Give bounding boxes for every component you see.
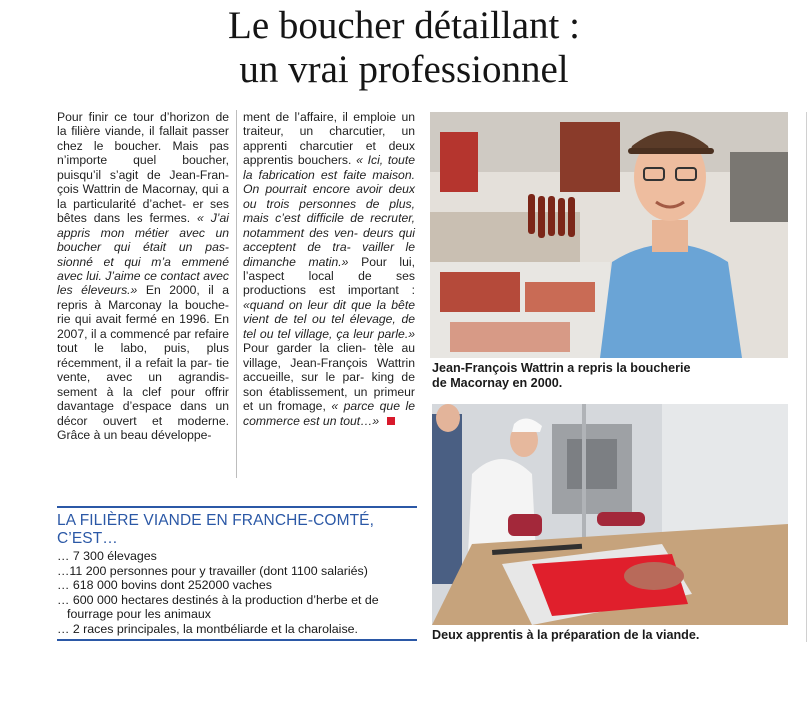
col1-line: pas n’importe quel boucher, [57, 138, 229, 168]
fact-item: …11 200 personnes pour y travailler (dont 1100 salariés) [57, 563, 368, 578]
headline-line-2: un vrai professionnel [239, 48, 569, 91]
col2-line: Wattrin accueille, sur le par- [243, 355, 415, 385]
col2-quote-line: «quand on leur dit que la bête [243, 297, 415, 312]
fact-item-continued [57, 607, 379, 622]
col2-line: Pour lui, l’aspect local de ses [243, 254, 416, 283]
fact-item: … 600 000 hectares destinés à la production d’herbe et de [57, 592, 379, 607]
col1-line: er ses bêtes dans les fermes. [57, 196, 229, 226]
col2-quote-line: parle.» [377, 326, 415, 341]
col1-quote-line: sionné et qui m’a emmené [57, 254, 229, 269]
caption1-line-2: de Macornay en 2000. [432, 376, 563, 390]
col1-line: sement à la clef pour offrir [57, 384, 229, 399]
photo-caption-2: Deux apprentis à la préparation de la viande. [432, 628, 700, 642]
col1-line: çois Wattrin de Macornay, [57, 182, 199, 197]
fact-item: … 2 races principales, la montbéliarde et la charolaise. [57, 621, 358, 636]
column-divider [236, 110, 237, 478]
col1-line: récemment, il a refait la par- [57, 355, 213, 370]
col2-line: apprentis bouchers. [243, 153, 357, 168]
fact-box-title [57, 512, 374, 548]
col2-quote-line: maison. On pourrait encore [243, 167, 415, 197]
col2-line: productions est important : [243, 283, 415, 298]
col2-quote-line: vailler le dimanche matin.» [243, 240, 415, 269]
apprentices-photo [432, 404, 788, 625]
col2-line: Pour garder la clien- [243, 341, 367, 356]
col2-quote-line: avoir deux ou trois personnes [243, 182, 415, 211]
col1-line: de la filière viande, il fallait [57, 110, 229, 139]
col1-quote-line: les éleveurs.» [57, 283, 138, 298]
col2-quote-line: de plus, mais c’est difficile de [243, 196, 415, 226]
headline-line-1: Le boucher détaillant : [228, 4, 580, 47]
fact-box-title-line-2: C’EST… [57, 530, 118, 547]
col2-quote-line: deurs qui acceptent de tra- [243, 225, 415, 255]
butcher-portrait-photo [430, 112, 788, 358]
col2-quote-open: « Ici, [356, 153, 384, 168]
col2-line: un traiteur, un charcutier, un [243, 110, 415, 139]
col2-line: apprenti charcutier et deux [243, 138, 415, 153]
fact-item-indent: fourrage pour les animaux [67, 607, 211, 622]
fact-item: … 618 000 bovins dont 252000 vaches [57, 578, 272, 593]
fact-box-top-rule [57, 506, 417, 508]
col1-line: tie vente, avec un agrandis- [57, 355, 229, 385]
col2-line: un primeur et un fromage, [243, 384, 415, 414]
apprentices-illustration [432, 404, 788, 625]
fact-item: … 7 300 élevages [57, 549, 157, 563]
col1-line: En 2007, il a commencé par [57, 312, 229, 341]
col1-line: davantage d’espace dans un [57, 399, 229, 414]
col2-line: tèle au village, Jean-François [243, 341, 415, 370]
article-column-2 [243, 110, 415, 428]
col1-line: qui a la particularité d’achet- [57, 182, 229, 211]
article-end-mark [387, 417, 395, 425]
col1-line: rie qui avait fermé en 1996. [57, 312, 210, 327]
col1-line: refaire tout le labo, puis, plus [57, 326, 229, 356]
col2-quote [243, 153, 415, 268]
col1-line: Pour finir ce tour d’horizon [57, 110, 210, 124]
fact-box-bottom-rule [57, 639, 417, 641]
col1-line: repris à Marconay la bouche- [57, 297, 229, 312]
col2-quote-line: un tout…» [322, 413, 380, 428]
col2-paragraph [243, 110, 415, 428]
col2-quote [243, 298, 415, 341]
col1-line: décor ouvert et moderne. [57, 413, 229, 428]
col2-quote-line: de tel ou tel village, ça leur [243, 312, 416, 341]
col1-paragraph [57, 110, 229, 442]
col1-line: En 2000, il a [145, 283, 229, 298]
col1-line: puisqu’il s’agit de Jean-Fran- [57, 167, 229, 182]
page-edge-rule [806, 112, 807, 642]
caption1-line-1: Jean-François Wattrin a repris la boucherie [432, 361, 691, 375]
butcher-portrait-illustration [430, 112, 788, 358]
col2-quote-line: « parce que le commerce est [243, 399, 415, 428]
col2-line: king de son établissement, [243, 370, 415, 399]
fact-box-list [57, 549, 379, 637]
headline [0, 4, 808, 92]
col2-quote-line: recruter, notamment des ven- [243, 211, 415, 240]
col1-line: passer chez le boucher. Mais [57, 124, 229, 153]
col2-line: ment de l’affaire, il emploie [243, 110, 396, 124]
col1-line: Grâce à un beau développe- [57, 427, 212, 442]
col1-quote-line: « J’ai appris mon métier avec [57, 211, 230, 240]
col1-quote-line: avec lui. J’aime ce contact avec [57, 268, 229, 283]
photo-caption-1 [432, 361, 732, 391]
col2-quote-line: vient de tel ou tel élevage, [243, 312, 396, 327]
fact-box-title-line-1: LA FILIÈRE VIANDE EN FRANCHE-COMTÉ, [57, 512, 374, 529]
col1-quote-line: un boucher qui était un pas- [57, 225, 229, 255]
col2-quote-line: toute la fabrication est faite [243, 153, 415, 182]
article-column-1 [57, 110, 229, 442]
